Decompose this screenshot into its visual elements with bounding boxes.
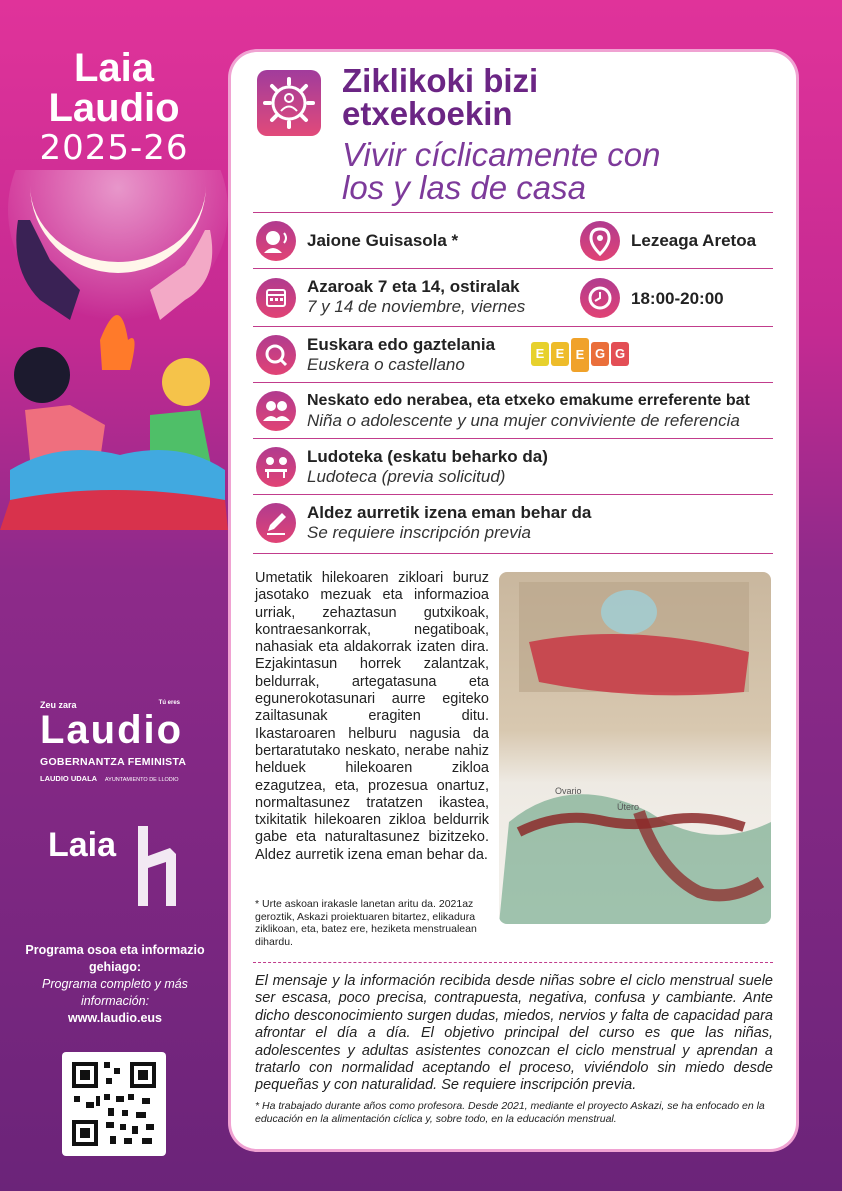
kids-play-icon — [256, 447, 296, 487]
place: Lezeaga Aretoa — [631, 231, 757, 250]
row-ludoteca — [253, 438, 773, 495]
title-laudio: Laudio — [48, 86, 180, 130]
level-e1: E — [531, 342, 549, 366]
uterus-illustration-photo — [499, 572, 771, 924]
qr-code[interactable] — [62, 1052, 166, 1156]
date-spanish: 7 y 14 de noviembre, viernes — [307, 297, 526, 316]
description-basque: Umetatik hilekoaren zikloari buruz jasotako mezuak eta informazioa urriak, zehaztasun gutxikoak, kontraesankorrak, negatiboak, nahasiak eta aldakorrak izaten dira. Ezjakintasun horrek zalantzak, beldurrak, artegatasuna eta egunerokotasunari aurre egiteko zailtasunak eragiten ditu. Ikastaroaren helburu nagusia da bertaratutako neskato, nerabe nahiz helduek hilekoaren zikloa ezagutzea, eta, prozesua onartuz, normaltasunez tratatzen ikastea, txikitatik hilekoaren zikloa beldurrik gabe eta naturaltasunez bizitzeko. Aldez aurretik izena eman behar da. — [255, 570, 489, 863]
logo-laudio: Laudio — [40, 708, 184, 752]
location-pin-icon — [580, 221, 620, 261]
program-info — [20, 942, 210, 1027]
footnote-spanish: * Ha trabajado durante años como profesora. Desde 2021, mediante el proyecto Askazi, se ha enfocado en la educación en la alimentación cíclica y, sobre todo, en la educación menstrual. — [255, 1100, 765, 1125]
calendar-icon — [256, 278, 296, 318]
level-e3: E — [571, 338, 589, 372]
clock-icon — [580, 278, 620, 318]
level-g1: G — [591, 342, 609, 366]
info-url[interactable]: www.laudio.eus — [68, 1011, 162, 1025]
laia-logo-text: Laia — [48, 826, 117, 864]
laudio-logo — [40, 700, 200, 783]
registration-basque: Aldez aurretik izena eman behar da — [307, 503, 592, 522]
audience-spanish: Niña o adolescente y una mujer conviviente de referencia — [307, 411, 740, 430]
language-level-badge — [531, 342, 631, 368]
logo-gobernantza: GOBERNANTZA FEMINISTA — [40, 756, 187, 768]
pencil-icon — [256, 503, 296, 543]
event-card — [231, 52, 796, 1149]
registration-spanish: Se requiere inscripción previa — [307, 523, 531, 542]
people-icon — [256, 391, 296, 431]
photo-label-utero: Útero — [617, 802, 640, 812]
dashed-divider — [253, 962, 773, 963]
lang-spanish: Euskera o castellano — [307, 355, 465, 374]
title-laia: Laia — [73, 46, 155, 90]
title-basque: Ziklikoki bizi etxekoekin — [342, 62, 539, 132]
description-spanish: El mensaje y la información recibida desde niñas sobre el ciclo menstrual suele ser escasa, poco precisa, contrapuesta, negativa, confusa y cambiante. Ante dicho desconocimiento surgen dudas, miedos, nervios y falta de capacidad para afrontar el día a día. El objetivo principal del curso es que las niñas, adolescentes y adultas asistentes conozcan el ciclo menstrual y aprendan a tratarlo con normalidad aceptando el proceso, viviéndolo sin miedo desde pequeñas y con naturalidad. Se requiere inscripción previa. — [255, 973, 773, 1094]
footnote-basque — [255, 898, 505, 948]
gear-person-icon — [257, 70, 321, 136]
laia-h-icon — [132, 826, 182, 906]
logo-tu-eres: Tú eres — [158, 700, 180, 706]
logo-ayuntamiento: AYUNTAMIENTO DE LLODIO — [104, 777, 179, 783]
row-language — [253, 326, 773, 383]
ludoteca-basque: Ludoteka (eskatu beharko da) — [307, 447, 548, 466]
info-eu: Programa osoa eta informazio gehiago: — [25, 943, 205, 974]
date-basque: Azaroak 7 eta 14, ostiralak — [307, 277, 520, 296]
event-header — [257, 62, 777, 222]
time: 18:00-20:00 — [631, 289, 724, 308]
row-speaker — [253, 212, 773, 269]
search-icon — [256, 335, 296, 375]
title-spanish: Vivir cíclicamente con los y las de casa — [342, 136, 661, 206]
lang-basque: Euskara edo gaztelania — [307, 335, 496, 354]
level-g2: G — [611, 342, 629, 366]
audience-basque: Neskato edo nerabea, eta etxeko emakume erreferente bat — [307, 392, 750, 409]
speaker-name: Jaione Guisasola * — [307, 231, 459, 250]
info-es: Programa completo y más información: — [42, 977, 188, 1008]
speaker-icon — [256, 221, 296, 261]
side-title — [0, 48, 228, 168]
level-e2: E — [551, 342, 569, 366]
ludoteca-spanish: Ludoteca (previa solicitud) — [307, 467, 506, 486]
photo-label-ovario: Ovario — [555, 786, 582, 796]
row-registration — [253, 494, 773, 554]
illustration — [0, 170, 228, 530]
logo-zeu-zara: Zeu zara — [40, 700, 77, 710]
title-year: 2025-26 — [39, 128, 189, 168]
laia-logo — [48, 826, 182, 906]
footnote-basque-text: * Urte askoan irakasle lanetan aritu da. 2021az geroztik, Askazi proiektuaren bitartez, elikadura ziklikoan, eta, batez ere, heziketa menstrualean dihardu. — [255, 898, 477, 948]
row-date — [253, 268, 773, 327]
row-audience — [253, 382, 773, 439]
logo-udala: LAUDIO UDALA — [40, 774, 97, 783]
